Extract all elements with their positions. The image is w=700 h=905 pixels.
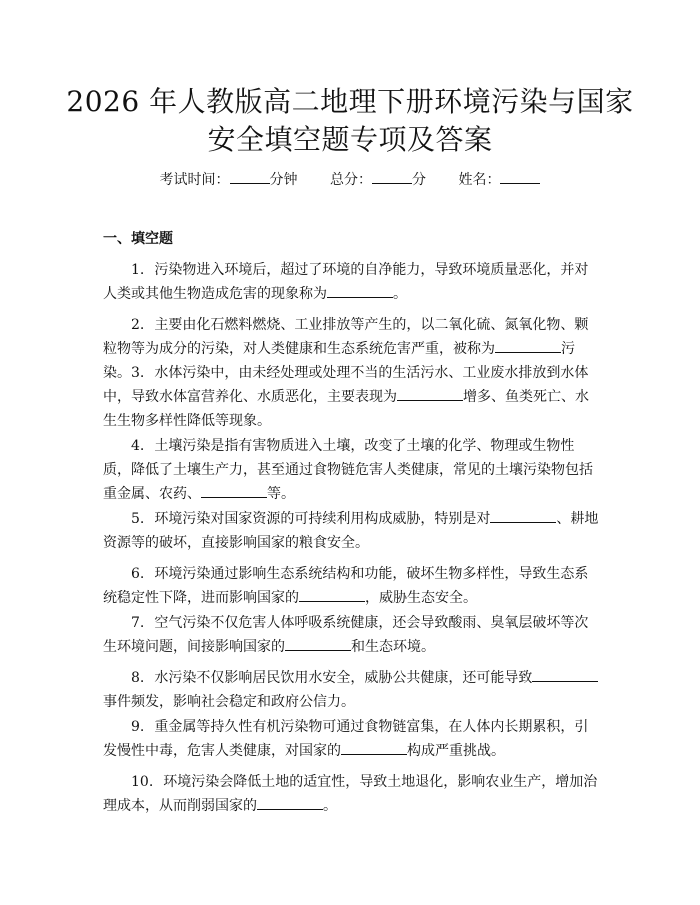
section-heading: 一、填空题 bbox=[103, 231, 173, 247]
answer-blank bbox=[397, 386, 463, 401]
exam-time-blank bbox=[230, 170, 270, 184]
question-6 bbox=[103, 562, 601, 610]
question-text-after: 增多、鱼类死亡、水生生物多样性降低等现象。 bbox=[103, 389, 589, 429]
answer-blank bbox=[201, 483, 267, 498]
question-text-after: 、耕地资源等的破坏，直接影响国家的粮食安全。 bbox=[103, 511, 599, 551]
question-text-after: 事件频发，影响社会稳定和政府公信力。 bbox=[103, 694, 355, 710]
question-number: 1. bbox=[131, 262, 145, 278]
question-number: 7. bbox=[131, 615, 145, 631]
answer-blank bbox=[532, 667, 598, 682]
question-text: 环境污染通过影响生态系统结构和功能，破坏生物多样性，导致生态系统稳定性下降，进而影响国家的 bbox=[103, 566, 589, 606]
question-text: 空气污染不仅危害人体呼吸系统健康，还会导致酸雨、臭氧层破坏等次生环境问题，间接影响国家的 bbox=[103, 615, 589, 655]
question-text: 主要由化石燃料燃烧、工业排放等产生的，以二氧化硫、氮氧化物、颗粒物等为成分的污染，对人类健康和生态系统危害严重，被称为 bbox=[103, 317, 589, 357]
question-text-after: ，威胁生态安全。 bbox=[365, 590, 477, 606]
total-score-unit: 分 bbox=[412, 172, 426, 188]
question-4 bbox=[103, 434, 601, 506]
question-10 bbox=[103, 770, 601, 818]
total-score-label: 总分： bbox=[330, 172, 372, 188]
question-8 bbox=[103, 666, 601, 714]
total-score-blank bbox=[372, 170, 412, 184]
question-text-after: 构成严重挑战。 bbox=[407, 743, 505, 759]
question-text: 重金属等持久性有机污染物可通过食物链富集，在人体内长期累积，引发慢性中毒，危害人类健康，对国家的 bbox=[103, 719, 589, 759]
question-3 bbox=[103, 361, 601, 433]
question-text-after: 和生态环境。 bbox=[351, 639, 435, 655]
question-text: 环境污染会降低土地的适宜性，导致土地退化，影响农业生产，增加治理成本，从而削弱国家的 bbox=[103, 774, 598, 814]
question-text-after: 等。 bbox=[267, 486, 295, 502]
question-number: 4. bbox=[131, 438, 145, 454]
question-7 bbox=[103, 611, 601, 659]
question-number: 6. bbox=[131, 566, 145, 582]
answer-blank bbox=[495, 338, 561, 353]
question-1 bbox=[103, 258, 601, 306]
question-number: 10. bbox=[131, 774, 154, 790]
exam-time bbox=[160, 170, 298, 189]
answer-blank bbox=[327, 283, 393, 298]
answer-blank bbox=[490, 508, 556, 523]
question-text-after: 。 bbox=[323, 798, 337, 814]
question-text: 水体污染中，由未经处理或处理不当的生活污水、工业废水排放到水体中，导致水体富营养化、水质恶化，主要表现为 bbox=[103, 365, 589, 405]
question-number: 5. bbox=[131, 511, 145, 527]
question-text: 土壤污染是指有害物质进入土壤，改变了土壤的化学、物理或生物性质，降低了土壤生产力，甚至通过食物链危害人类健康，常见的土壤污染物包括重金属、农药、 bbox=[103, 438, 593, 502]
total-score bbox=[330, 170, 426, 189]
question-number: 2. bbox=[131, 317, 145, 333]
question-9 bbox=[103, 715, 601, 763]
question-number: 9. bbox=[131, 719, 145, 735]
answer-blank bbox=[341, 740, 407, 755]
exam-time-label: 考试时间： bbox=[159, 172, 230, 188]
student-name-blank bbox=[500, 170, 540, 184]
question-number: 3. bbox=[131, 365, 145, 381]
answer-blank bbox=[257, 795, 323, 810]
exam-info bbox=[0, 170, 700, 189]
student-name bbox=[458, 170, 540, 189]
answer-blank bbox=[299, 587, 365, 602]
question-text: 环境污染对国家资源的可持续利用构成威胁，特别是对 bbox=[154, 511, 491, 527]
page-title-line-2: 安全填空题专项及答案 bbox=[207, 123, 493, 156]
answer-blank bbox=[285, 636, 351, 651]
question-text: 水污染不仅影响居民饮用水安全，威胁公共健康，还可能导致 bbox=[154, 670, 533, 686]
question-number: 8. bbox=[131, 670, 145, 686]
page-title-line-1: 2026 年人教版高二地理下册环境污染与国家 bbox=[66, 85, 634, 118]
question-text-after: 。 bbox=[393, 286, 407, 302]
question-text-after: 污染。 bbox=[103, 341, 575, 381]
question-text: 污染物进入环境后，超过了环境的自净能力，导致环境质量恶化，并对人类或其他生物造成危害的现象称为 bbox=[103, 262, 589, 302]
exam-time-unit: 分钟 bbox=[269, 172, 298, 188]
student-name-label: 姓名： bbox=[458, 172, 501, 188]
question-5 bbox=[103, 507, 601, 555]
